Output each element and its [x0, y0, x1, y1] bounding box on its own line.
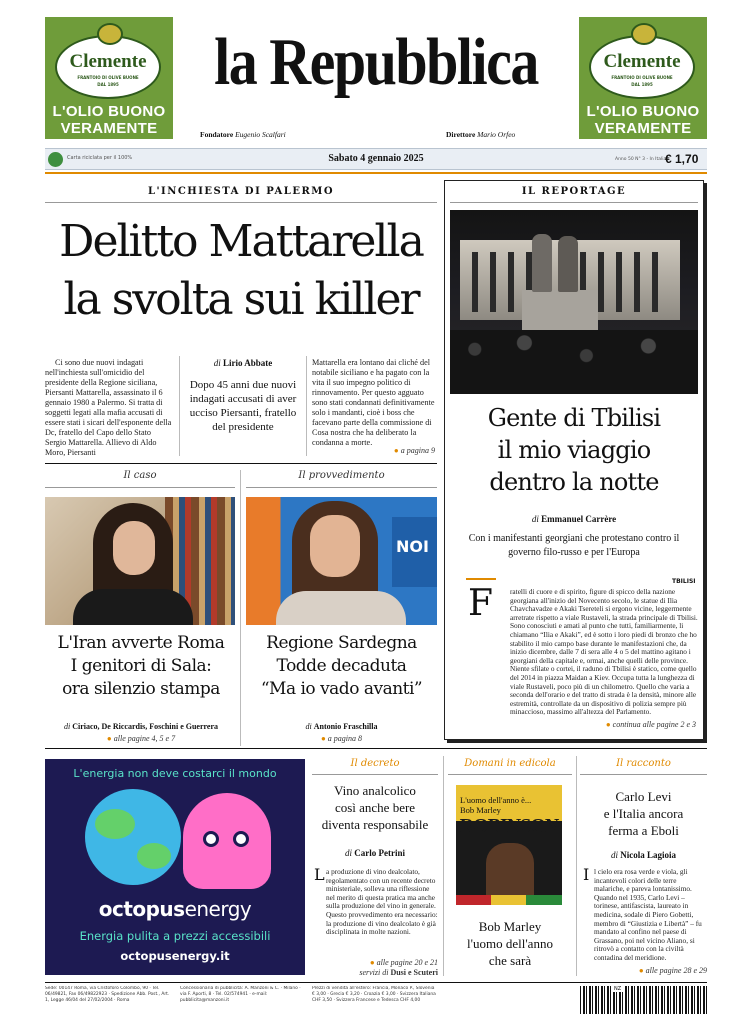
caso-divider	[240, 470, 241, 746]
edicola-headline-2[interactable]: l'uomo dell'anno	[467, 936, 553, 951]
lead-col-divider	[306, 356, 307, 456]
lead-col3: Mattarella era lontano dai cliché del notabile siciliano e ha pagato con la vita il suo impegno politico di rinnovamento. Per questo agguato sono stati condannati definitivamente solo i mandanti, cioè i boss che facevano parte della commissione di Cosa nostra che ha deliberato la condanna a morte.	[312, 358, 435, 446]
caso-headline-3[interactable]: ora silenzio stampa	[62, 679, 220, 699]
side-ad-right[interactable]	[579, 17, 707, 139]
octopus-brand	[45, 897, 305, 921]
caso-rule	[45, 487, 235, 488]
side-ad-left[interactable]	[45, 17, 173, 139]
lead-headline-2[interactable]: la svolta sui killer	[63, 274, 419, 325]
footer-bar-text: NZ	[614, 986, 622, 992]
person-face	[113, 521, 155, 575]
reportage-photo[interactable]	[450, 210, 698, 394]
provvedimento-headline-3[interactable]: “Ma io vado avanti”	[260, 679, 423, 699]
octopus-icon	[183, 793, 271, 889]
racconto-rule	[580, 774, 707, 775]
clemente-logo	[589, 35, 695, 99]
earth-icon	[85, 789, 181, 885]
clemente-brand: Clemente	[69, 51, 147, 72]
lead-kicker-rule	[45, 202, 437, 203]
lead-headline-1[interactable]: Delitto Mattarella	[59, 216, 423, 267]
statue-figure	[532, 234, 552, 292]
footer-barcode	[580, 986, 707, 1014]
decreto-body: a produzione di vino dealcolato, regolamentato con un recente decreto ministeriale, solleva una riflessione nel merito di questa pratica ma anche sulla produzione del vino in generale. Questo provvedimento era necessario: la produzione di vino dealcolato è già disciplinata in molte nazioni.	[326, 868, 438, 937]
decreto-headline-2[interactable]: così anche bere	[334, 800, 416, 815]
decreto-author-name[interactable]: Carlo Petrini	[354, 848, 405, 858]
provvedimento-ref[interactable]: ● a pagina 8	[320, 734, 363, 743]
director-line	[446, 130, 515, 139]
racconto-dropcap: I	[583, 865, 590, 884]
statue-figure	[558, 236, 578, 292]
date-text: Sabato 4 gennaio 2025	[328, 153, 424, 164]
racconto-ref[interactable]: ● alle pagine 28 e 29	[638, 966, 707, 975]
decreto-dropcap: L	[314, 865, 325, 884]
decreto-headline-1[interactable]: Vino analcolico	[334, 783, 416, 798]
olive-icon	[97, 23, 123, 45]
clemente-since: DAL 1895	[97, 82, 119, 87]
eco-note: Carta riciclata per il 100%	[67, 155, 133, 161]
founder-name: Eugenio Scalfari	[235, 130, 286, 139]
footer-col3: Prezzi di vendita all'estero: Francia, Monaco P., Slovenia € 3,00 · Grecia € 3,20 · Croazia € 3,00 · Svizzera Italiana CHF 3,50 · Svizzera Francese e Tedesca CHF 4,00	[312, 986, 436, 1003]
olive-icon	[631, 23, 657, 45]
founder-label: Fondatore	[200, 130, 234, 139]
cover-big: ROBINSON	[459, 815, 559, 837]
earth-land	[137, 843, 171, 869]
edicola-kicker: Domani in edicola	[464, 758, 556, 769]
section-rule	[45, 463, 437, 464]
provvedimento-headline-1[interactable]: Regione Sardegna	[266, 633, 417, 653]
racconto-headline-1[interactable]: Carlo Levi	[615, 789, 672, 804]
caso-headline-2[interactable]: I genitori di Sala:	[70, 656, 212, 676]
reportage-dateline: TBILISI	[672, 578, 696, 585]
lead-kicker: L'INCHIESTA DI PALERMO	[147, 186, 335, 197]
clemente-brand: Clemente	[603, 51, 681, 72]
ad-tagline-2: VERAMENTE	[594, 120, 692, 137]
column-divider	[576, 756, 577, 976]
person-body	[73, 589, 193, 625]
ad-tagline-1: L'OLIO BUONO	[586, 103, 700, 120]
octopus-ad[interactable]	[45, 759, 305, 975]
decreto-ref2[interactable]: servizi di Dusi e Scuteri	[359, 968, 438, 977]
footer-rule	[45, 982, 707, 983]
racconto-author-name[interactable]: Nicola Lagioia	[620, 850, 676, 860]
reportage-ref[interactable]: ● continua alle pagine 2 e 3	[605, 720, 696, 729]
reportage-kicker-rule	[450, 202, 698, 203]
caso-authors[interactable]: Ciriaco, De Riccardis, Foschini e Guerrera	[72, 722, 219, 731]
reportage-kicker: IL REPORTAGE	[521, 186, 627, 197]
reportage-body: ratelli di cuore e di spirito, figure di spicco della nazione georgiana all'inizio del Novecento secolo, le statue di Ilia Chavchavadze e Akaki Tsereteli si ergono vicine, leggermente arretrate rispetto a viale Rustaveli, la strada principale di Tbilisi. Sono conosciuti e amati al punto che tutti, familiarmente, li chiamano “Ilia e Akaki”, ed è sotto i loro piedi di bronzo che ho stabilito il mio campo base durante le manifestazioni che, da inizio dicembre, dalle 7 di sera alle 4 o 5 del mattino agitano i georgiani della capitale e, ormai, anche quelli delle province. Niente sfilate o cortei, il raduno di Tbilisi è statico, come quello del 2014 in piazza Maidan a Kiev. Occupa tutta la lunghezza di viale Rustaveli, poco più di un chilometro. Quello che varia a seconda dell'orario e del tratto di strada è la densità, minore alle estremità, controllate da un dispositivo di polizia sempre più minaccioso, massimo all'altezza del Parlamento.	[510, 588, 698, 716]
octopus-eye	[203, 831, 219, 847]
caso-ref[interactable]: ● alle pagine 4, 5 e 7	[106, 734, 176, 743]
decreto-ref[interactable]: ● alle pagine 20 e 21	[369, 958, 438, 967]
clemente-small: FRANTOIO DI OLIVE BUONE	[77, 75, 139, 80]
cover-name: Bob Marley	[460, 805, 501, 815]
decreto-author: di Carlo Petrini	[344, 848, 405, 858]
footer-col1: Sede: 00147 Roma, via Cristoforo Colombo, 90 · Tel. 06/49821, Fax 06/49822923 · Spedizione Abb. Post., Art. 1, Legge 46/04 del 27/02/2004 · Roma	[45, 986, 170, 1003]
octopus-brand-bold: energy	[184, 897, 252, 921]
orange-rule	[45, 172, 707, 174]
provvedimento-author: di Antonio Fraschilla	[305, 722, 378, 731]
octopus-tagline: Energia pulita a prezzi accessibili	[79, 929, 271, 943]
masthead-title[interactable]: la Repubblica	[214, 24, 538, 100]
ad-tagline-2: VERAMENTE	[60, 120, 158, 137]
edicola-headline-1[interactable]: Bob Marley	[478, 919, 542, 934]
lead-author: di Lirio Abbate	[213, 358, 273, 368]
reportage-headline-1[interactable]: Gente di Tbilisi	[487, 404, 661, 432]
racconto-author: di Nicola Lagioia	[610, 850, 676, 860]
decreto-headline-3[interactable]: diventa responsabile	[321, 817, 429, 832]
director-label: Direttore	[446, 130, 476, 139]
footer-col2: Concessionaria di pubblicità: A. Manzoni & C. · Milano · via F. Aporti, 8 · Tel. 02/574941 · e-mail: pubblicita@manzoni.it	[180, 986, 301, 1003]
price: € 1,70	[665, 152, 699, 166]
provvedimento-rule	[246, 487, 437, 488]
edition-info: Anno 50 N° 3 - In Italia	[615, 157, 667, 162]
provvedimento-author-name[interactable]: Antonio Fraschilla	[313, 722, 378, 731]
reportage-headline-3[interactable]: dentro la notte	[489, 468, 659, 496]
octopus-eye	[233, 831, 249, 847]
lead-col-divider	[179, 356, 180, 456]
earth-land	[95, 809, 135, 839]
recycle-icon	[48, 152, 63, 167]
racconto-kicker: Il racconto	[616, 758, 671, 769]
provvedimento-photo[interactable]	[246, 497, 437, 625]
person-face	[310, 515, 360, 577]
clemente-since: DAL 1895	[631, 82, 653, 87]
reportage-author: di Emmanuel Carrère	[531, 514, 617, 524]
director-name: Mario Orfeo	[477, 130, 516, 139]
lead-ref[interactable]: ● a pagina 9	[393, 446, 435, 455]
date-bar	[45, 148, 707, 170]
clemente-small: FRANTOIO DI OLIVE BUONE	[611, 75, 673, 80]
lead-col1: Ci sono due nuovi indagati nell'inchiesta sull'omicidio del presidente della Regione siciliana, Piersanti Mattarella, assassinato il 6 gennaio 1980 a Palermo. Si tratta di soggetti legati alla mafia accusati di essere stati i sicari dell'esponente della Dc, fratello del Capo dello Stato Sergio Mattarella. Allievo di Aldo Moro, Piersanti	[45, 358, 172, 457]
cover-stripe	[456, 895, 562, 905]
lead-summary: Dopo 45 anni due nuovi indagati accusati di aver ucciso Piersanti, fratello del presidente	[189, 379, 297, 433]
reportage-accent	[466, 578, 496, 580]
octopus-brand-light: octopus	[98, 897, 185, 921]
octopus-url[interactable]: octopusenergy.it	[120, 949, 230, 963]
crowd	[450, 330, 698, 394]
edicola-rule	[448, 774, 572, 775]
lead-author-name[interactable]: Lirio Abbate	[223, 358, 273, 368]
provvedimento-kicker: Il provvedimento	[298, 470, 385, 481]
ad-tagline-1: L'OLIO BUONO	[52, 103, 166, 120]
founder-line	[200, 130, 286, 139]
caso-headline-1[interactable]: L'Iran avverte Roma	[57, 633, 225, 653]
caso-kicker: Il caso	[123, 470, 157, 481]
provvedimento-headline-2[interactable]: Todde decaduta	[276, 656, 407, 676]
racconto-body: l cielo era rosa verde e viola, gli incantevoli colori delle terre malariche, e pareva lontanissimo. Quando nel 1935, Carlo Levi – torinese, antifascista, laureato in medicina, sodale di Piero Gobetti, membro di “Giustizia e Libertà” – fu mandato al confino nel paese di Grassano, poi nel vicino Aliano, si ritrovò a contatto con la civiltà contadina del meridione.	[594, 868, 702, 962]
octopus-top-text: L'energia non deve costarci il mondo	[73, 767, 277, 780]
reportage-dropcap: F	[468, 583, 493, 624]
person-body	[276, 591, 406, 625]
column-divider	[443, 756, 444, 976]
cover-portrait	[486, 843, 534, 901]
sign-text: NOI	[396, 537, 429, 556]
decreto-rule	[312, 774, 438, 775]
caso-photo[interactable]	[45, 497, 235, 625]
reportage-subhead: Con i manifestanti georgiani che protestano contro il governo filo-russo e per l'Europa	[468, 533, 680, 558]
robinson-cover[interactable]	[456, 785, 562, 905]
edicola-headline-3[interactable]: che sarà	[488, 953, 532, 968]
cover-top: L'uomo dell'anno è...	[460, 795, 532, 805]
section-rule	[45, 748, 707, 749]
reportage-headline-2[interactable]: il mio viaggio	[497, 436, 651, 464]
clemente-logo	[55, 35, 161, 99]
racconto-headline-3[interactable]: ferma a Eboli	[608, 823, 679, 838]
decreto-kicker: Il decreto	[350, 758, 400, 769]
caso-author: di Ciriaco, De Riccardis, Foschini e Guerrera	[63, 722, 219, 731]
reportage-author-name[interactable]: Emmanuel Carrère	[541, 514, 617, 524]
racconto-headline-2[interactable]: e l'Italia ancora	[603, 806, 684, 821]
